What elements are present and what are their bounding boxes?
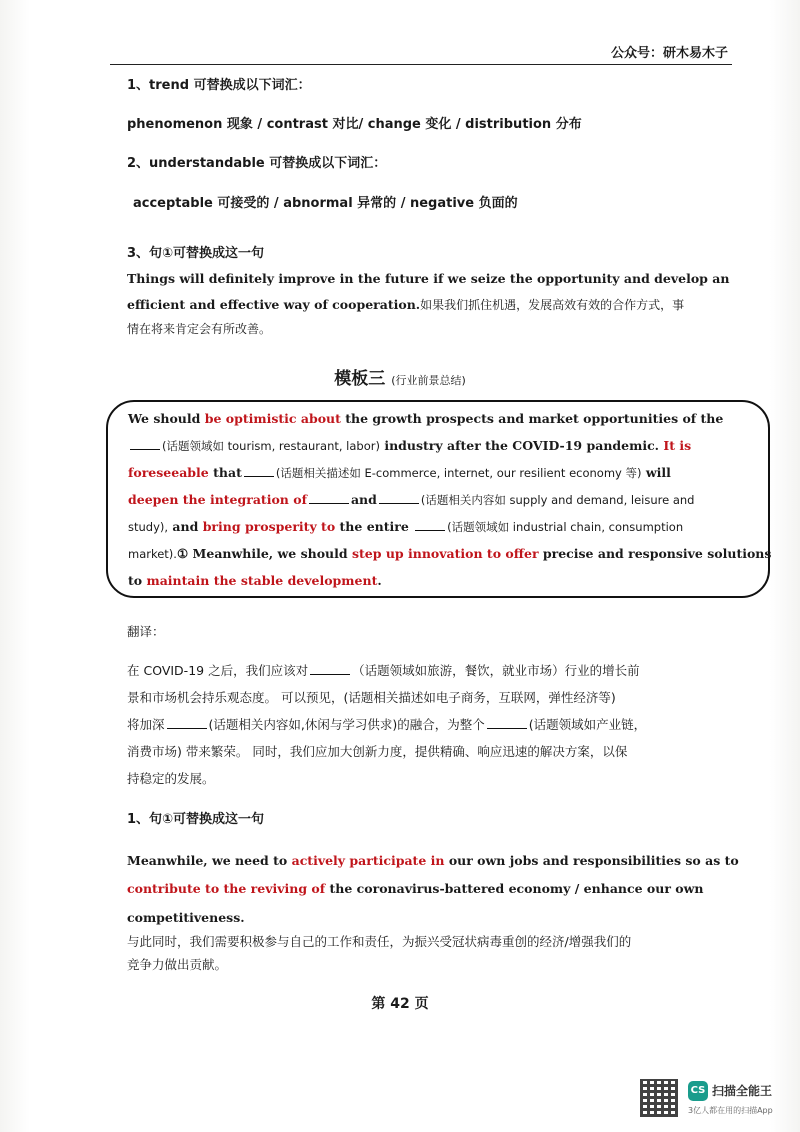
highlight-phrase: be optimistic about xyxy=(204,411,341,426)
text-segment: ① Meanwhile, we should xyxy=(176,546,352,561)
section3-cn-line3: 情在将来肯定会有所改善。 xyxy=(127,322,272,336)
section1-words: phenomenon 现象 / contrast 对比/ change 变化 / distribution 分布 xyxy=(127,117,582,132)
topic-hint: market). xyxy=(128,547,177,561)
highlight-phrase: actively participate in xyxy=(291,853,445,868)
highlight-phrase: deepen the integration of xyxy=(128,492,307,507)
template-line-4 xyxy=(128,492,728,508)
text-segment: （话题领域如旅游，餐饮，就业市场）行业的增长前 xyxy=(352,663,640,678)
section3-heading: 3、句①可替换成这一句 xyxy=(127,246,265,261)
highlight-phrase: contribute to the reviving of xyxy=(127,881,326,896)
section4-heading: 1、句①可替换成这一句 xyxy=(127,812,265,827)
fill-blank xyxy=(310,673,350,675)
watermark-tagline: 3亿人都在用的扫描App xyxy=(688,1106,773,1115)
scanner-watermark xyxy=(640,1077,790,1121)
template-subtitle: (行业前景总结) xyxy=(391,374,466,387)
text-segment: Meanwhile, we need to xyxy=(127,853,292,868)
section4-line-2 xyxy=(127,881,737,897)
fill-blank xyxy=(309,502,349,504)
translation-line-5: 持稳定的发展。 xyxy=(127,771,215,786)
text-segment: and xyxy=(168,519,203,534)
section3-en-line1: Things will definitely improve in the future if we seize the opportunity and develop an xyxy=(127,271,730,286)
fill-blank xyxy=(244,475,274,477)
text-segment: 将加深 xyxy=(127,717,165,732)
text-segment: (话题相关内容如,休闲与学习供求)的融合，为整个 xyxy=(208,717,485,732)
topic-hint: (话题领域如 industrial chain, consumption xyxy=(447,520,684,534)
section2-heading: 2、understandable 可替换成以下词汇： xyxy=(127,156,387,171)
page-header xyxy=(110,36,732,65)
fill-blank xyxy=(415,529,445,531)
section3-cn-line2: 如果我们抓住机遇，发展高效有效的合作方式，事 xyxy=(420,298,685,312)
template-line-2 xyxy=(128,438,728,454)
topic-hint: study), xyxy=(128,520,169,534)
text-segment: the coronavirus-battered economy / enhance our own xyxy=(325,881,704,896)
template-line-1 xyxy=(128,411,728,427)
watermark-app-name: 扫描全能王 xyxy=(712,1084,773,1098)
text-segment: to xyxy=(128,573,147,588)
text-segment: 在 COVID-19 之后，我们应该对 xyxy=(127,663,309,678)
text-segment: the entire xyxy=(335,519,414,534)
highlight-phrase: It is xyxy=(663,438,692,453)
text-segment: We should xyxy=(128,411,205,426)
text-segment: that xyxy=(208,465,242,480)
section2-words: acceptable 可接受的 / abnormal 异常的 / negative 负面的 xyxy=(133,196,518,211)
section3-en-line2: efficient and effective way of cooperation. xyxy=(127,297,421,312)
template-line-3 xyxy=(128,465,728,481)
camscanner-logo-icon: CS xyxy=(688,1081,708,1101)
text-segment: and xyxy=(350,492,377,507)
text-segment: . xyxy=(377,573,382,588)
topic-hint: (话题相关内容如 supply and demand, leisure and xyxy=(420,493,695,507)
highlight-phrase: step up innovation to offer xyxy=(351,546,539,561)
account-name: 公众号：研木易木子 xyxy=(610,46,728,61)
text-segment: will xyxy=(641,465,671,480)
section4-line-3: competitiveness. xyxy=(127,910,245,925)
text-segment: precise and responsive solutions xyxy=(538,546,772,561)
text-segment: industry after the COVID-19 pandemic. xyxy=(379,438,664,453)
topic-hint: (话题领域如 tourism, restaurant, labor) xyxy=(162,439,380,453)
highlight-phrase: bring prosperity to xyxy=(202,519,336,534)
topic-hint: (话题相关描述如 E-commerce, internet, our resilient economy 等) xyxy=(275,466,642,480)
template-line-7 xyxy=(128,573,728,589)
highlight-phrase: maintain the stable development xyxy=(146,573,378,588)
section4-cn-2: 竞争力做出贡献。 xyxy=(127,957,228,972)
translation-line-1 xyxy=(127,661,737,679)
text-segment: (话题领域如产业链， xyxy=(528,717,647,732)
translation-line-4: 消费市场) 带来繁荣。 同时，我们应加大创新力度，提供精确、响应迅速的解决方案，以保 xyxy=(127,744,628,759)
section4-cn-1: 与此同时，我们需要积极参与自己的工作和责任，为振兴受冠状病毒重创的经济/增强我们的 xyxy=(127,934,632,949)
template-line-5 xyxy=(128,519,728,535)
fill-blank xyxy=(167,727,207,729)
section4-line-1 xyxy=(127,853,737,869)
template-title-row xyxy=(0,364,800,389)
translation-line-2: 景和市场机会持乐观态度。 可以预见，(话题相关描述如电子商务，互联网，弹性经济等) xyxy=(127,690,616,705)
fill-blank xyxy=(379,502,419,504)
highlight-phrase: foreseeable xyxy=(128,465,209,480)
section3-line2 xyxy=(127,297,737,315)
translation-label: 翻译： xyxy=(127,624,165,639)
template-line-6 xyxy=(128,546,772,562)
qr-code-icon xyxy=(640,1079,678,1117)
text-segment: our own jobs and responsibilities so as to xyxy=(444,853,739,868)
template-title: 模板三 xyxy=(334,369,386,389)
page-number: 第 42 页 xyxy=(371,996,429,1012)
translation-line-3 xyxy=(127,715,737,733)
fill-blank xyxy=(487,727,527,729)
fill-blank xyxy=(130,448,160,450)
section1-heading: 1、trend 可替换成以下词汇： xyxy=(127,78,311,93)
text-segment: the growth prospects and market opportunities of the xyxy=(340,411,724,426)
